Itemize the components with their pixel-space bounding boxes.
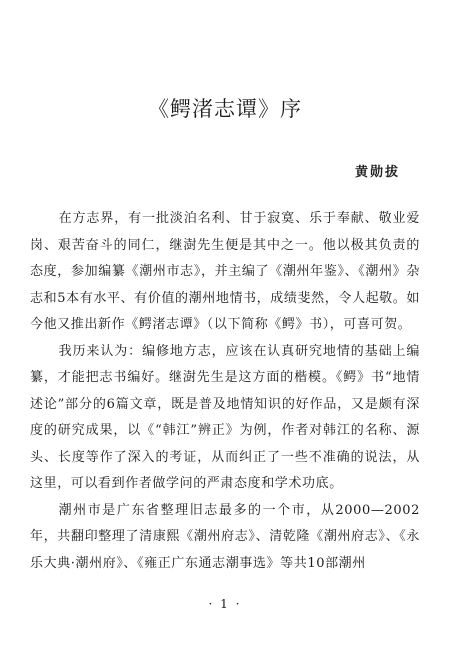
author-name: 黄勋拔 xyxy=(354,165,400,180)
preface-body xyxy=(30,206,420,577)
paragraph: 在方志界，有一批淡泊名利、甘于寂寞、乐于奉献、敬业爱岗、艰苦奋斗的同仁，继澍先生便是其中之一。他以极其负责的态度，参加编纂《潮州市志》，并主编了《潮州年鉴》、《潮州》杂志和5本有水平、有价值的潮州地情书，成绩斐然，令人起敬。如今他又推出新作《鳄渚志谭》（以下简称《鳄》书），可喜可贺。 xyxy=(30,211,420,332)
paragraph: 我历来认为：编修地方志，应该在认真研究地情的基础上编纂，才能把志书编好。继澍先生是这方面的楷模。《鳄》书“地情述论”部分的6篇文章，既是普及地情知识的好作品，又是颇有深度的研究成果，以《“韩江”辨正》为例，作者对韩江的名称、源头、长度等作了深入的考证，从而纠正了一些不准确的说法，从这里，可以看到作者做学问的严肃态度和学术功底。 xyxy=(30,343,420,491)
paragraph: 潮州市是广东省整理旧志最多的一个市，从2000—2002年，共翻印整理了清康熙《潮州府志》、清乾隆《潮州府志》、《永乐大典·潮州府》、《雍正广东通志潮事选》等共10部潮州 xyxy=(30,502,420,571)
page-number: · 1 · xyxy=(208,597,242,611)
preface-title: 《鳄渚志谭》序 xyxy=(148,97,302,121)
